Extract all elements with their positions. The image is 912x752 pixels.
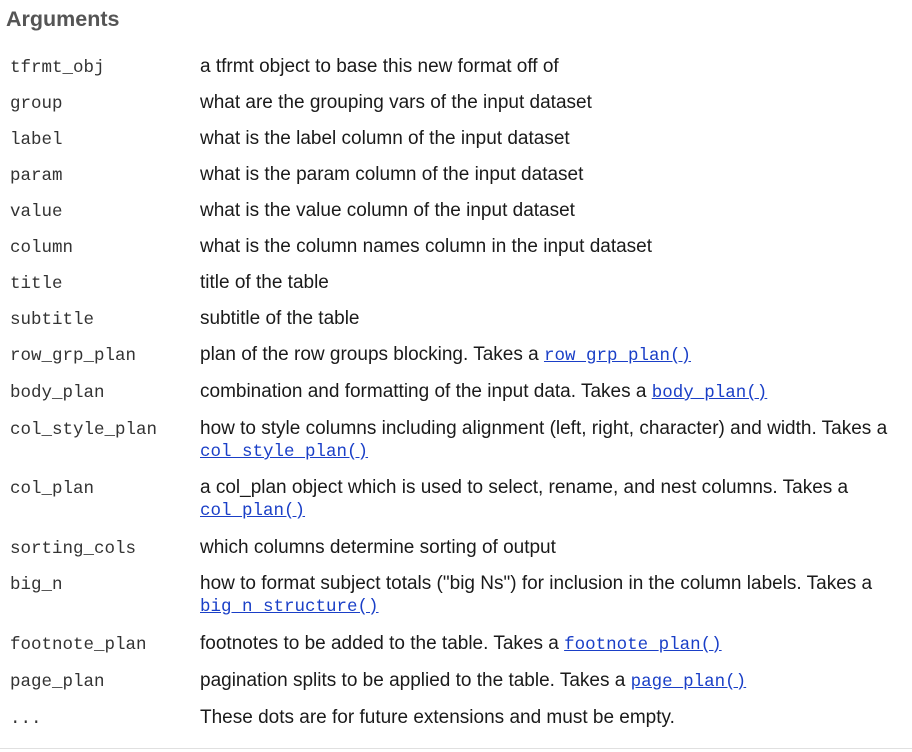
col-style-plan-link[interactable]: col_style_plan() [200,442,369,462]
body-plan-link[interactable]: body_plan() [651,383,768,403]
argument-description [200,381,906,418]
argument-name: ... [10,709,42,729]
argument-description [200,308,906,344]
argument-description-text: plan of the row groups blocking. Takes a [200,344,544,365]
argument-row [6,418,906,477]
argument-row [6,308,906,344]
argument-row [6,236,906,272]
argument-description-text: how to format subject totals ("big Ns") for inclusion in the column labels. Takes a [200,573,873,594]
argument-description [200,573,906,633]
argument-description [200,418,906,477]
argument-description [200,707,906,741]
argument-name: footnote_plan [10,635,147,655]
argument-description [200,344,906,381]
argument-name: col_plan [10,479,95,499]
argument-description-text: what is the value column of the input dataset [200,200,575,221]
argument-row [6,344,906,381]
argument-row [6,707,906,741]
argument-row [6,537,906,573]
argument-description-text: what is the column names column in the input dataset [200,236,653,257]
argument-description [200,56,906,92]
argument-description [200,200,906,236]
argument-description [200,128,906,164]
footnote-plan-link[interactable]: footnote_plan() [564,635,722,655]
argument-description-text: which columns determine sorting of output [200,537,556,558]
argument-name: value [10,202,63,222]
argument-name: column [10,238,74,258]
argument-description [200,272,906,308]
argument-description-text: subtitle of the table [200,308,360,329]
argument-row [6,670,906,707]
argument-description-text: These dots are for future extensions and must be empty. [200,707,675,728]
arguments-heading: Arguments [6,7,120,31]
argument-name: big_n [10,575,63,595]
bottom-divider [0,748,912,749]
argument-description-text: what is the label column of the input dataset [200,128,570,149]
argument-description-text: title of the table [200,272,329,293]
argument-row [6,272,906,308]
arguments-table [6,56,906,741]
argument-description [200,633,906,670]
argument-description [200,164,906,200]
argument-description-text: what is the param column of the input dataset [200,164,584,185]
argument-name: subtitle [10,310,95,330]
argument-description-text: what are the grouping vars of the input dataset [200,92,592,113]
argument-description-text: how to style columns including alignment (left, right, character) and width. Takes a [200,418,888,439]
argument-row [6,633,906,670]
argument-description [200,477,906,537]
argument-row [6,128,906,164]
argument-name: group [10,94,63,114]
argument-row [6,200,906,236]
argument-row [6,573,906,633]
argument-row [6,477,906,537]
argument-description-text: a tfrmt object to base this new format off of [200,56,559,77]
argument-name: page_plan [10,672,105,692]
argument-description [200,670,906,707]
page-plan-link[interactable]: page_plan() [630,672,747,692]
col-plan-link[interactable]: col_plan() [200,501,306,521]
row-grp-plan-link[interactable]: row_grp_plan() [543,346,691,366]
argument-description-text: combination and formatting of the input data. Takes a [200,381,652,402]
argument-row [6,164,906,200]
argument-row [6,56,906,92]
argument-row [6,381,906,418]
argument-name: label [10,130,63,150]
argument-description-text: a col_plan object which is used to select, rename, and nest columns. Takes a [200,477,849,498]
argument-name: col_style_plan [10,420,158,440]
argument-description [200,236,906,272]
argument-name: tfrmt_obj [10,58,105,78]
argument-description [200,92,906,128]
big-n-structure-link[interactable]: big_n_structure() [200,597,379,617]
argument-name: sorting_cols [10,539,137,559]
argument-name: body_plan [10,383,105,403]
arguments-table-body [6,56,906,741]
argument-description [200,537,906,573]
argument-name: title [10,274,63,294]
argument-description-text: pagination splits to be applied to the table. Takes a [200,670,631,691]
argument-name: row_grp_plan [10,346,137,366]
argument-name: param [10,166,63,186]
argument-description-text: footnotes to be added to the table. Takes a [200,633,565,654]
argument-row [6,92,906,128]
